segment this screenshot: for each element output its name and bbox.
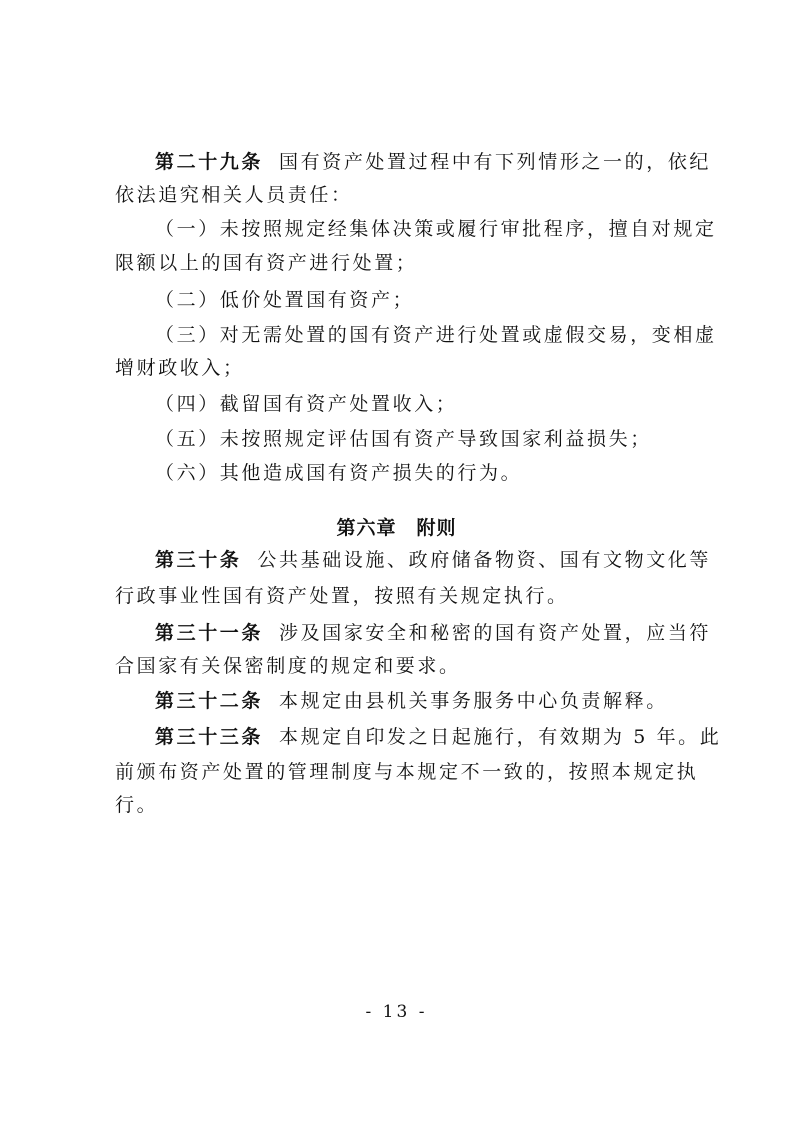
chapter-title: 附则 — [416, 517, 457, 539]
article-31-text: 涉及国家安全和秘密的国有资产处置，应当符 — [279, 622, 712, 644]
article-33-label: 第三十三条 — [155, 726, 264, 748]
article-30-text: 公共基础设施、政府储备物资、国有文物文化等 — [257, 549, 712, 571]
article-30-label: 第三十条 — [155, 549, 242, 571]
article-33-line-2: 前颁布资产处置的管理制度与本规定不一致的，按照本规定执 — [115, 761, 699, 783]
item-1-line-2: 限额以上的国有资产进行处置； — [115, 252, 418, 274]
article-31-line-1 — [155, 621, 715, 645]
item-6: （六）其他造成国有资产损失的行为。 — [155, 462, 523, 484]
article-30-line-1 — [155, 548, 715, 572]
article-29-label: 第二十九条 — [155, 151, 264, 173]
article-33-text: 本规定自印发之日起施行，有效期为 5 年。此 — [279, 726, 722, 748]
article-32-label: 第三十二条 — [155, 690, 264, 712]
item-3-line-1: （三）对无需处置的国有资产进行处置或虚假交易，变相虚 — [155, 324, 717, 346]
article-29-line-1 — [155, 150, 715, 174]
article-32-line-1 — [155, 689, 715, 713]
item-4: （四）截留国有资产处置收入； — [155, 393, 458, 415]
page-number: - 13 - — [365, 1002, 428, 1022]
article-29-line-2: 依法追究相关人员责任： — [115, 184, 353, 206]
article-32-text: 本规定由县机关事务服务中心负责解释。 — [279, 690, 668, 712]
article-33-line-3: 行。 — [115, 794, 159, 816]
item-5: （五）未按照规定评估国有资产导致国家利益损失； — [155, 428, 652, 450]
article-33-line-1 — [155, 725, 722, 749]
item-1-line-1: （一）未按照规定经集体决策或履行审批程序，擅自对规定 — [155, 218, 717, 240]
article-29-text: 国有资产处置过程中有下列情形之一的，依纪 — [279, 151, 712, 173]
chapter-number: 第六章 — [336, 517, 397, 539]
item-2: （二）低价处置国有资产； — [155, 289, 415, 311]
chapter-heading — [0, 513, 793, 540]
article-31-line-2: 合国家有关保密制度的规定和要求。 — [115, 655, 461, 677]
article-30-line-2: 行政事业性国有资产处置，按照有关规定执行。 — [115, 585, 569, 607]
item-3-line-2: 增财政收入； — [115, 357, 245, 379]
article-31-label: 第三十一条 — [155, 622, 264, 644]
